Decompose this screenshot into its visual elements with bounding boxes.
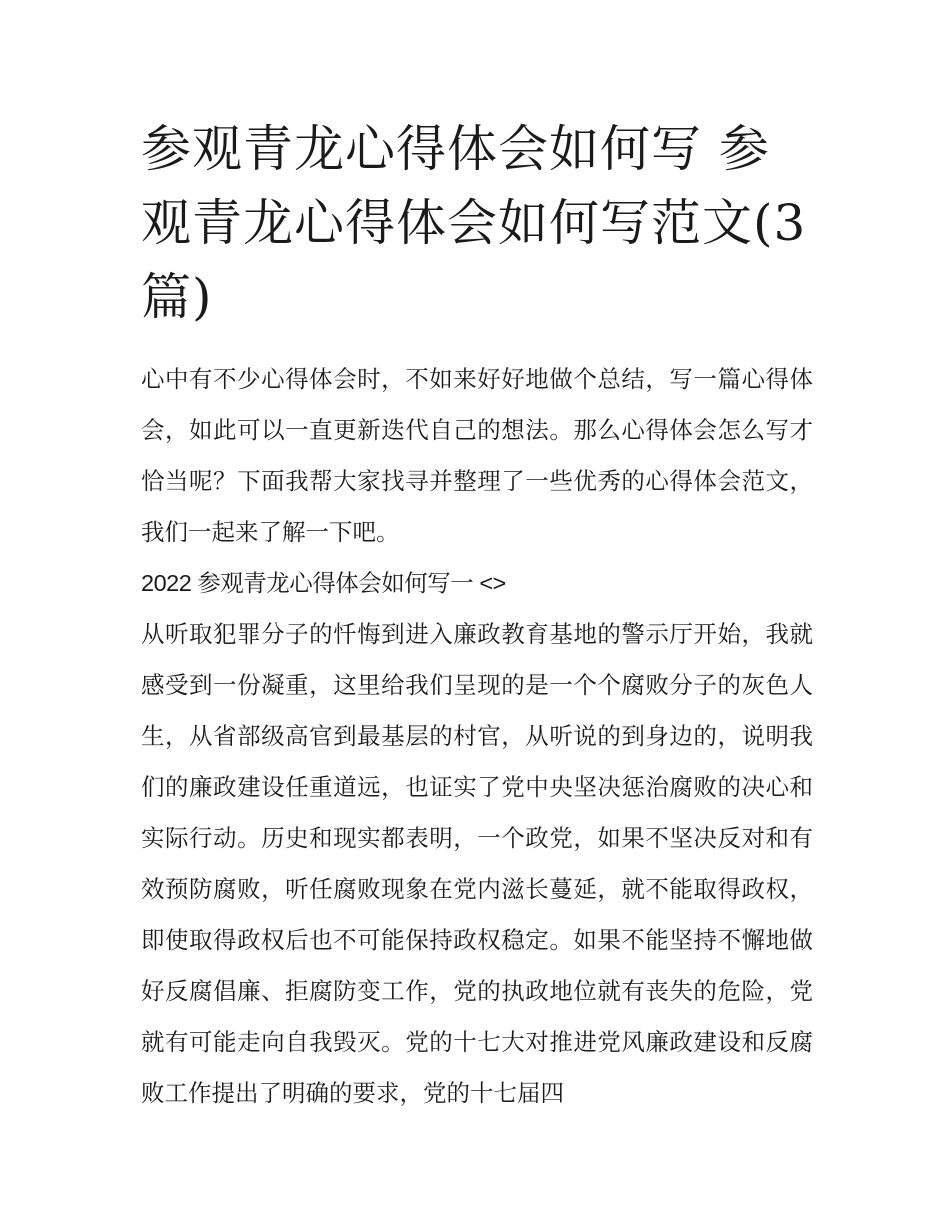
document-page: [141, 112, 813, 1119]
intro-paragraph: 心中有不少心得体会时，不如来好好地做个总结，写一篇心得体会，如此可以一直更新迭代自己的想法。那么心得体会怎么写才恰当呢？下面我帮大家找寻并整理了一些优秀的心得体会范文，我们一起来了解一下吧。: [141, 365, 813, 546]
document-title: 参观青龙心得体会如何写 参观青龙心得体会如何写范文(3篇): [141, 120, 807, 326]
body-paragraph: 从听取犯罪分子的忏悔到进入廉政教育基地的警示厅开始，我就感受到一份凝重，这里给我们呈现的是一个个腐败分子的灰色人生，从省部级高官到最基层的村官，从听说的到身边的，说明我们的廉政建设任重道远，也证实了党中央坚决惩治腐败的决心和实际行动。历史和现实都表明，一个政党，如果不坚决反对和有效预防腐败，听任腐败现象在党内滋长蔓延，就不能取得政权，即使取得政权后也不可能保持政权稳定。如果不能坚持不懈地做好反腐倡廉、拒腐防变工作，党的执政地位就有丧失的危险，党就有可能走向自我毁灭。党的十七大对推进党风廉政建设和反腐败工作提出了明确的要求，党的十七届四: [141, 620, 813, 1107]
section-heading: 2022 参观青龙心得体会如何写一 <>: [141, 570, 506, 596]
